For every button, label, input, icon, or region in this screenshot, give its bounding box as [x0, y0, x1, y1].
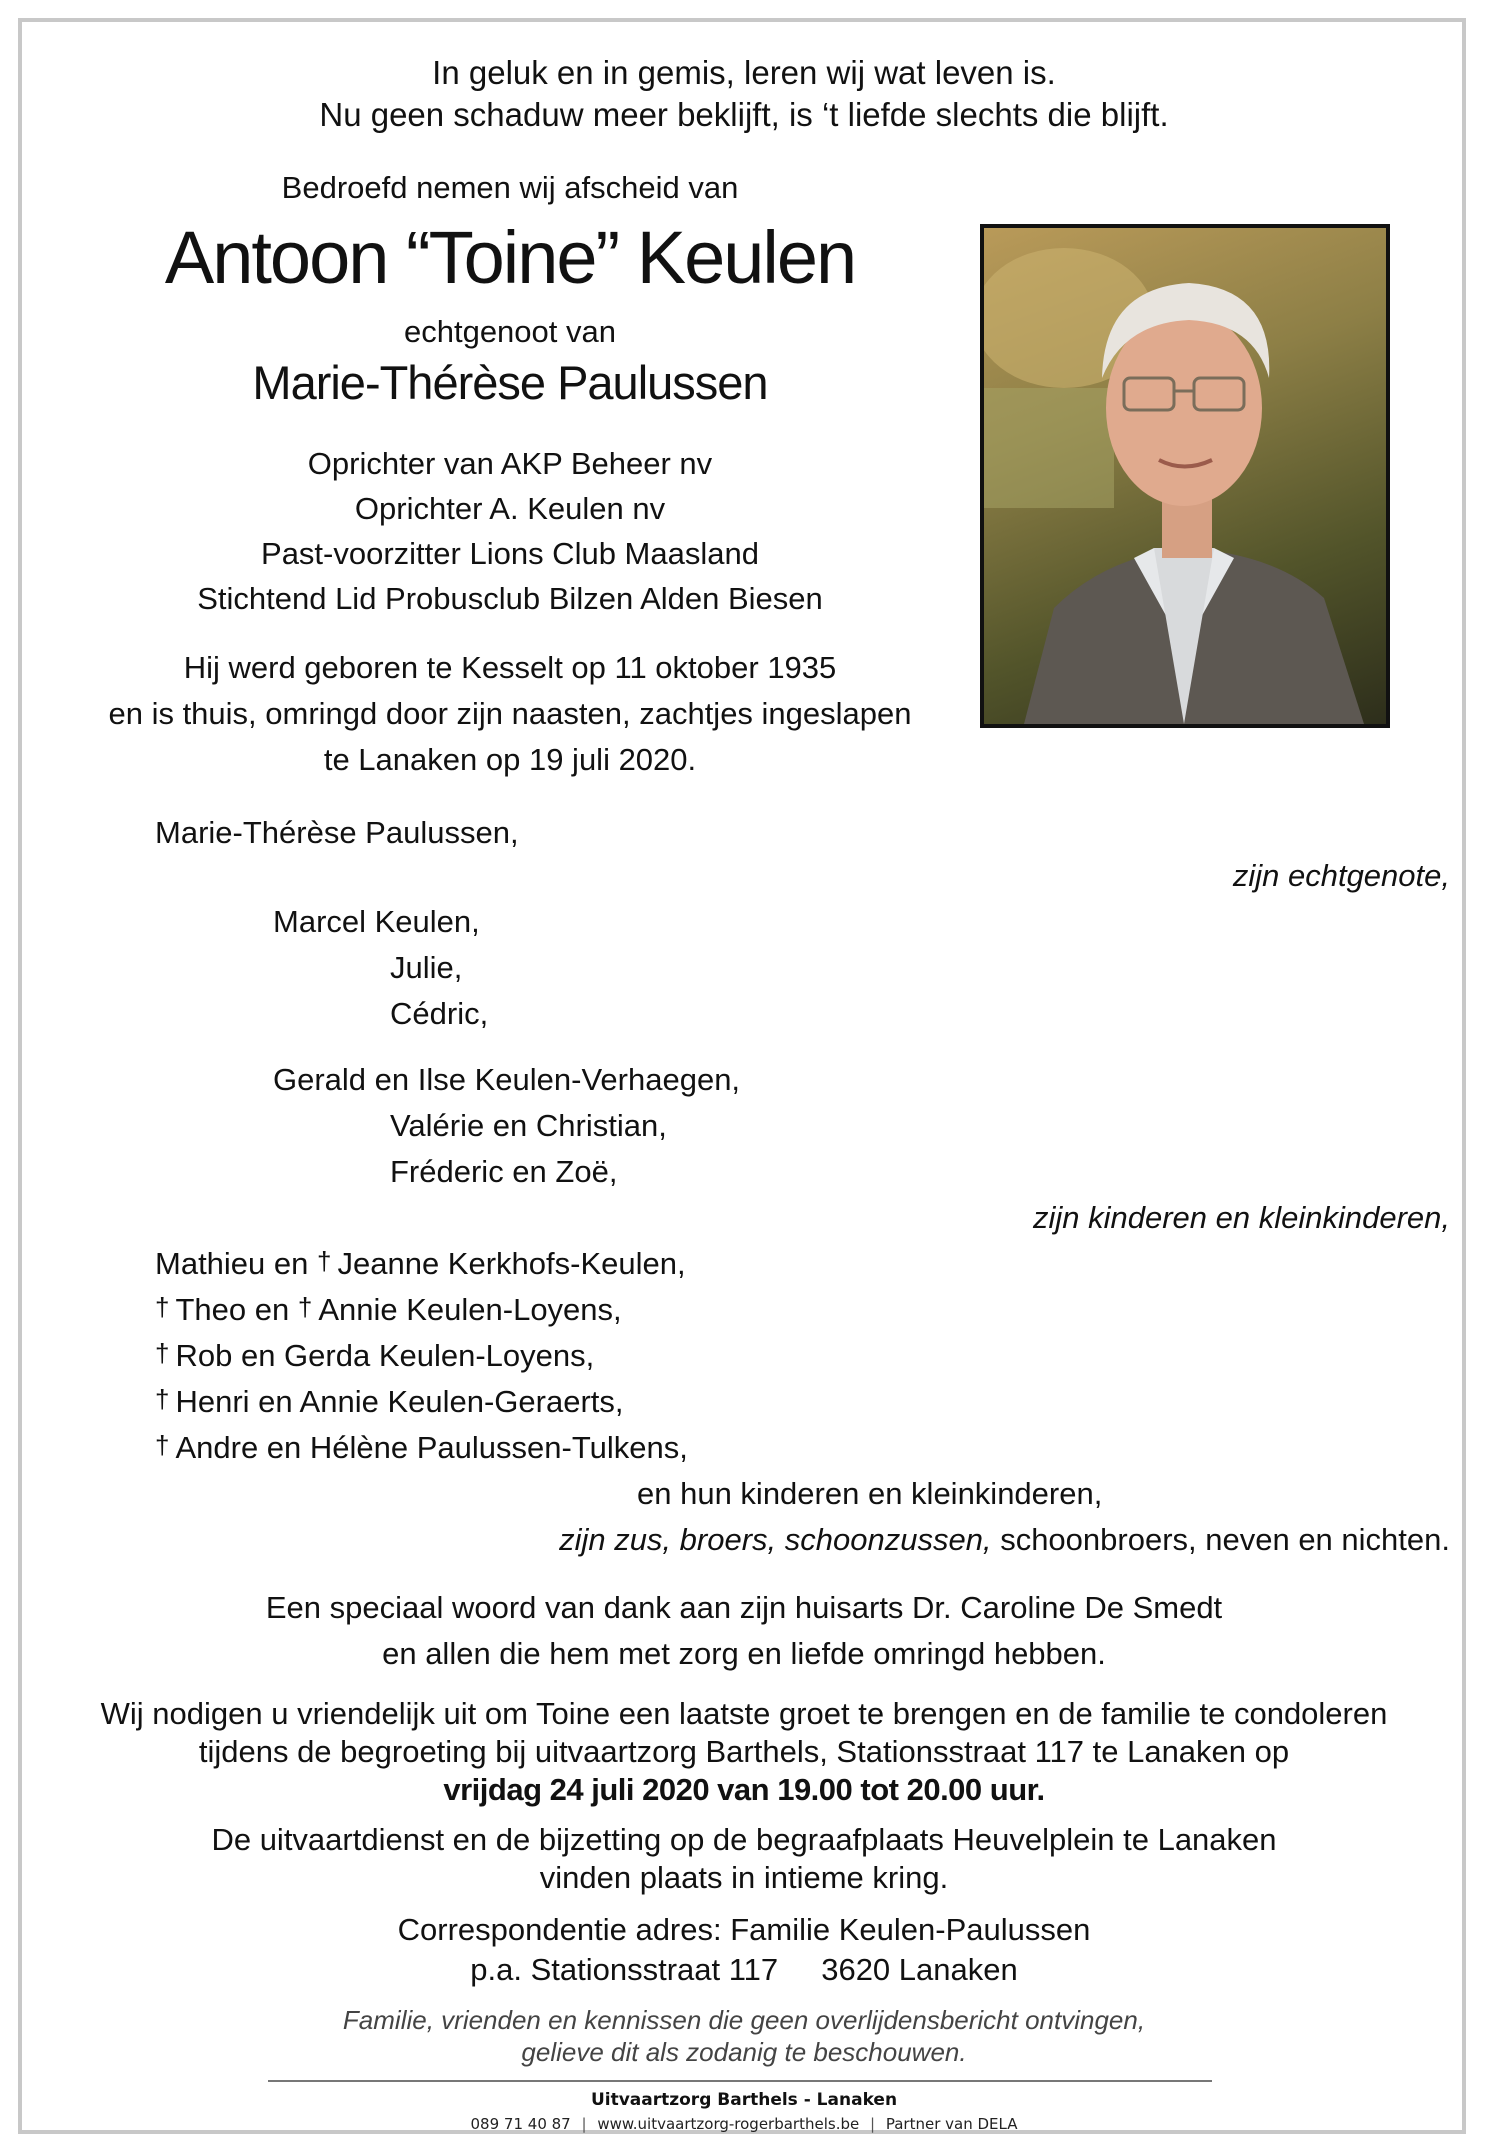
sibling-name: Jeanne Kerkhofs-Keulen,: [337, 1246, 686, 1281]
footer-contact: [0, 2115, 1488, 2133]
sibling-line: [155, 1338, 594, 1374]
thanks-line: Een speciaal woord van dank aan zijn huisarts Dr. Caroline De Smedt: [265, 1590, 1223, 1625]
portrait-photo: [980, 224, 1390, 728]
partner-label: Partner van DELA: [885, 2115, 1018, 2133]
children-relation: zijn kinderen en kleinkinderen,: [1032, 1200, 1450, 1235]
sibling-name: Henri en Annie Keulen-Geraerts,: [175, 1384, 624, 1419]
family-spouse: Marie-Thérèse Paulussen,: [155, 815, 519, 850]
service-line: De uitvaartdienst en de bijzetting op de begraafplaats Heuvelplein te Lanaken: [211, 1822, 1277, 1857]
sibling-name: Annie Keulen-Loyens,: [318, 1292, 622, 1327]
child-name: Marcel Keulen,: [273, 904, 480, 939]
grandchild-name: Valérie en Christian,: [390, 1108, 667, 1143]
portrait-illustration: [984, 228, 1386, 724]
phone-number: 089 71 40 87: [470, 2115, 571, 2133]
correspondence-line: Correspondentie adres: Familie Keulen-Paulussen: [397, 1912, 1091, 1947]
birth-death-line: Hij werd geboren te Kesselt op 11 oktober 1935: [183, 650, 837, 685]
separator: |: [870, 2115, 876, 2133]
spouse-relation: zijn echtgenote,: [1232, 858, 1450, 893]
website-link[interactable]: www.uitvaartzorg-rogerbarthels.be: [597, 2115, 860, 2133]
birth-death-line: te Lanaken op 19 juli 2020.: [323, 742, 697, 777]
visitation-time: vrijdag 24 juli 2020 van 19.00 tot 20.00 uur.: [443, 1772, 1045, 1807]
spouse-label: echtgenoot van: [403, 314, 616, 349]
thanks-line: en allen die hem met zorg en liefde omringd hebben.: [382, 1636, 1106, 1671]
sibling-line: [155, 1246, 686, 1282]
cross-icon: †: [155, 1292, 170, 1322]
poem-line-2: Nu geen schaduw meer beklijft, is ‘t liefde slechts die blijft.: [319, 96, 1169, 133]
cross-icon: †: [155, 1430, 170, 1460]
role-line: Stichtend Lid Probusclub Bilzen Alden Biesen: [197, 581, 823, 616]
service-line: vinden plaats in intieme kring.: [539, 1860, 949, 1895]
sibling-name: Mathieu en: [155, 1246, 309, 1281]
funeral-home-name: Uitvaartzorg Barthels - Lanaken: [590, 2090, 898, 2110]
notice-line: gelieve dit als zodanig te beschouwen.: [521, 2037, 967, 2067]
poem-line-1: In geluk en in gemis, leren wij wat leven is.: [432, 54, 1056, 91]
sibling-line: [155, 1292, 622, 1328]
notice-line: Familie, vrienden en kennissen die geen overlijdensbericht ontvingen,: [342, 2005, 1146, 2035]
role-line: Oprichter A. Keulen nv: [354, 491, 666, 526]
grandchild-name: Fréderic en Zoë,: [390, 1154, 618, 1189]
separator: |: [581, 2115, 587, 2133]
cross-icon: †: [317, 1246, 332, 1276]
sibling-line: [155, 1384, 624, 1420]
invitation-line: tijdens de begroeting bij uitvaartzorg Barthels, Stationsstraat 117 te Lanaken op: [198, 1734, 1290, 1769]
birth-death-line: en is thuis, omringd door zijn naasten, zachtjes ingeslapen: [108, 696, 912, 731]
intro-text: Bedroefd nemen wij afscheid van: [281, 170, 739, 205]
sibling-name: Theo en: [175, 1292, 290, 1327]
sibling-name: Rob en Gerda Keulen-Loyens,: [175, 1338, 595, 1373]
siblings-kids: en hun kinderen en kleinkinderen,: [637, 1476, 1103, 1511]
deceased-name: Antoon “Toine” Keulen: [164, 216, 856, 299]
correspondence-line: p.a. Stationsstraat 117 3620 Lanaken: [470, 1952, 1018, 1987]
cross-icon: †: [297, 1292, 313, 1322]
cross-icon: †: [155, 1384, 170, 1414]
sibling-name: Andre en Hélène Paulussen-Tulkens,: [175, 1430, 688, 1465]
spouse-name: Marie-Thérèse Paulussen: [252, 356, 768, 409]
extended-family-relation: [559, 1522, 1450, 1558]
invitation-line: Wij nodigen u vriendelijk uit om Toine een laatste groet te brengen en de familie te condoleren: [100, 1696, 1388, 1731]
role-line: Past-voorzitter Lions Club Maasland: [261, 536, 759, 571]
cross-icon: †: [155, 1338, 170, 1368]
relation-italic: zijn zus, broers, schoonzussen,: [559, 1522, 992, 1557]
grandchild-name: Julie,: [390, 950, 463, 985]
relation-rest: schoonbroers, neven en nichten.: [1000, 1522, 1450, 1557]
grandchild-name: Cédric,: [390, 996, 489, 1031]
footer-divider: [268, 2080, 1212, 2082]
child-name: Gerald en Ilse Keulen-Verhaegen,: [273, 1062, 741, 1097]
sibling-line: [155, 1430, 688, 1466]
role-line: Oprichter van AKP Beheer nv: [307, 446, 713, 481]
